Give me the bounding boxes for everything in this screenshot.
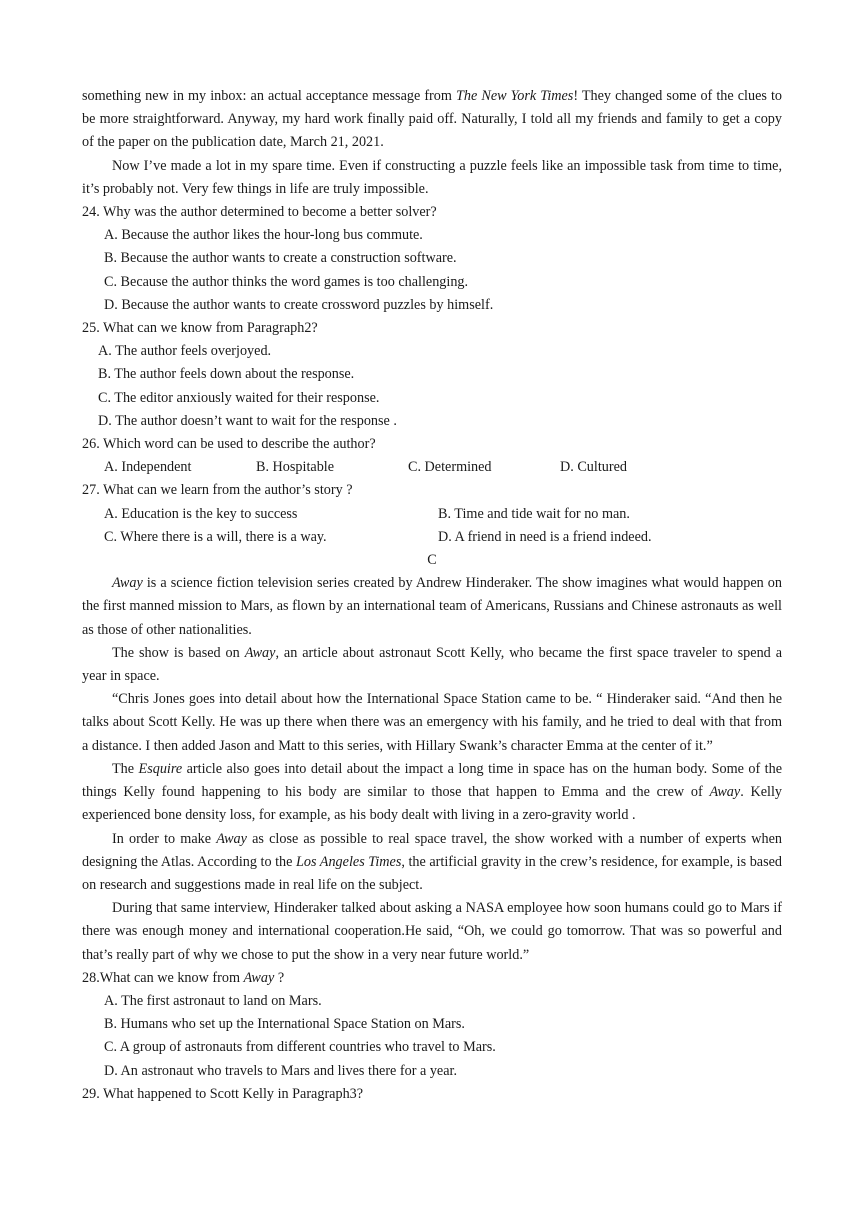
show-title: Away <box>709 784 741 801</box>
text-run: In order to make <box>112 830 217 847</box>
option-24b: B. Because the author wants to create a construction software. <box>104 250 457 267</box>
text-run: The <box>112 760 139 777</box>
options-27-row2 <box>104 526 782 549</box>
text-run: 28.What can we know from <box>82 969 244 986</box>
magazine-title: Esquire <box>138 760 183 777</box>
text-run: , the artificial gravity in the crew’s residence, for example, is based on research and suggestions made in real life on the subject. <box>82 853 782 893</box>
option-25c: C. The editor anxiously waited for their response. <box>98 389 380 406</box>
newspaper-title: Los Angeles Times <box>296 853 402 870</box>
option-27d: D. A friend in need is a friend indeed. <box>438 528 652 545</box>
question-28 <box>82 967 782 990</box>
option-28c: C. A group of astronauts from different countries who travel to Mars. <box>104 1039 496 1056</box>
option-27c: C. Where there is a will, there is a way. <box>104 528 327 545</box>
section-c-heading: C <box>427 552 437 569</box>
article-title: Away <box>244 644 276 661</box>
option-26c: C. Determined <box>408 459 492 476</box>
show-title: Away <box>112 575 143 592</box>
text-run: ? <box>274 969 285 986</box>
passage-c-paragraph-4 <box>82 758 782 828</box>
passage-c-paragraph-5 <box>82 828 782 898</box>
show-title: Away <box>216 830 247 847</box>
option-26a: A. Independent <box>104 459 192 476</box>
option-25d: D. The author doesn’t want to wait for the response . <box>98 412 397 429</box>
text-run: The show is based on <box>112 644 245 661</box>
text-run: article also goes into detail about the impact a long time in space has on the human body. Some of the things Kelly found happening to his body are similar to those that happen to Emma and the crew of <box>82 760 783 801</box>
question-29: 29. What happened to Scott Kelly in Paragraph3? <box>82 1085 364 1102</box>
option-24a: A. Because the author likes the hour-long bus commute. <box>104 227 423 244</box>
option-28d: D. An astronaut who travels to Mars and lives there for a year. <box>104 1062 458 1079</box>
option-24d: D. Because the author wants to create crossword puzzles by himself. <box>104 296 494 313</box>
options-27-row1 <box>104 503 782 526</box>
passage-c-paragraph-2 <box>82 642 782 688</box>
question-25: 25. What can we know from Paragraph2? <box>82 320 318 337</box>
passage-c-paragraph-6: During that same interview, Hinderaker talked about asking a NASA employee how soon humans could go to Mars if there was enough money and international cooperation.He said, “Oh, we could go tomorrow. That was so powerful and that’s really part of why we chose to put the show in a very near future world.” <box>82 900 782 963</box>
question-24: 24. Why was the author determined to become a better solver? <box>82 204 437 221</box>
option-27b: B. Time and tide wait for no man. <box>438 505 630 522</box>
question-26: 26. Which word can be used to describe the author? <box>82 436 376 453</box>
show-title: Away <box>243 969 275 986</box>
options-26 <box>104 456 782 479</box>
text-run: is a science fiction television series created by Andrew Hinderaker. The show imagines what would happen on the first manned mission to Mars, as flown by an international team of Americans, Russians and Chinese astronauts as well as those of other nationalities. <box>82 575 782 638</box>
passage-b-paragraph: Now I’ve made a lot in my spare time. Even if constructing a puzzle feels like an impossible task from time to time, it’s probably not. Very few things in life are truly impossible. <box>82 157 782 197</box>
option-28a: A. The first astronaut to land on Mars. <box>104 992 322 1009</box>
option-24c: C. Because the author thinks the word games is too challenging. <box>104 273 469 290</box>
text-run: . Kelly experienced bone density loss, for example, as his body dealt with living in a zero-gravity world . <box>82 784 782 824</box>
newspaper-title: The New York Times <box>456 88 574 104</box>
option-27a: A. Education is the key to success <box>104 505 298 522</box>
question-27: 27. What can we learn from the author’s story ? <box>82 482 353 499</box>
passage-c-paragraph-3: “Chris Jones goes into detail about how the International Space Station came to be. “ Hinderaker said. “And then he talks about Scott Kelly. He was up there when there was an emergency with his family, and he tried to deal with that from a distance. I then added Jason and Matt to this series, with Hillary Swank’s character Emma at the center of it.” <box>82 691 782 754</box>
option-28b: B. Humans who set up the International Space Station on Mars. <box>104 1016 465 1033</box>
text-run: as close as possible to real space travel, the show worked with a number of experts when designing the Atlas. According to the <box>82 830 782 870</box>
option-25b: B. The author feels down about the response. <box>98 366 355 383</box>
option-26b: B. Hospitable <box>256 459 335 476</box>
text-run: something new in my inbox: an actual acceptance message from <box>82 88 456 104</box>
text-run: ! They changed some of the clues to be more straightforward. Anyway, my hard work finally paid off. Naturally, I told all my friends and family to get a copy of the paper on the publication date, March 21, 2021. <box>82 88 782 151</box>
text-run: , an article about astronaut Scott Kelly, who became the first space traveler to spend a year in space. <box>82 644 782 685</box>
page-content <box>82 85 782 1106</box>
passage-b-paragraph <box>82 85 782 155</box>
passage-c-paragraph-1 <box>82 572 782 642</box>
option-25a: A. The author feels overjoyed. <box>98 343 272 360</box>
option-26d: D. Cultured <box>560 459 627 476</box>
